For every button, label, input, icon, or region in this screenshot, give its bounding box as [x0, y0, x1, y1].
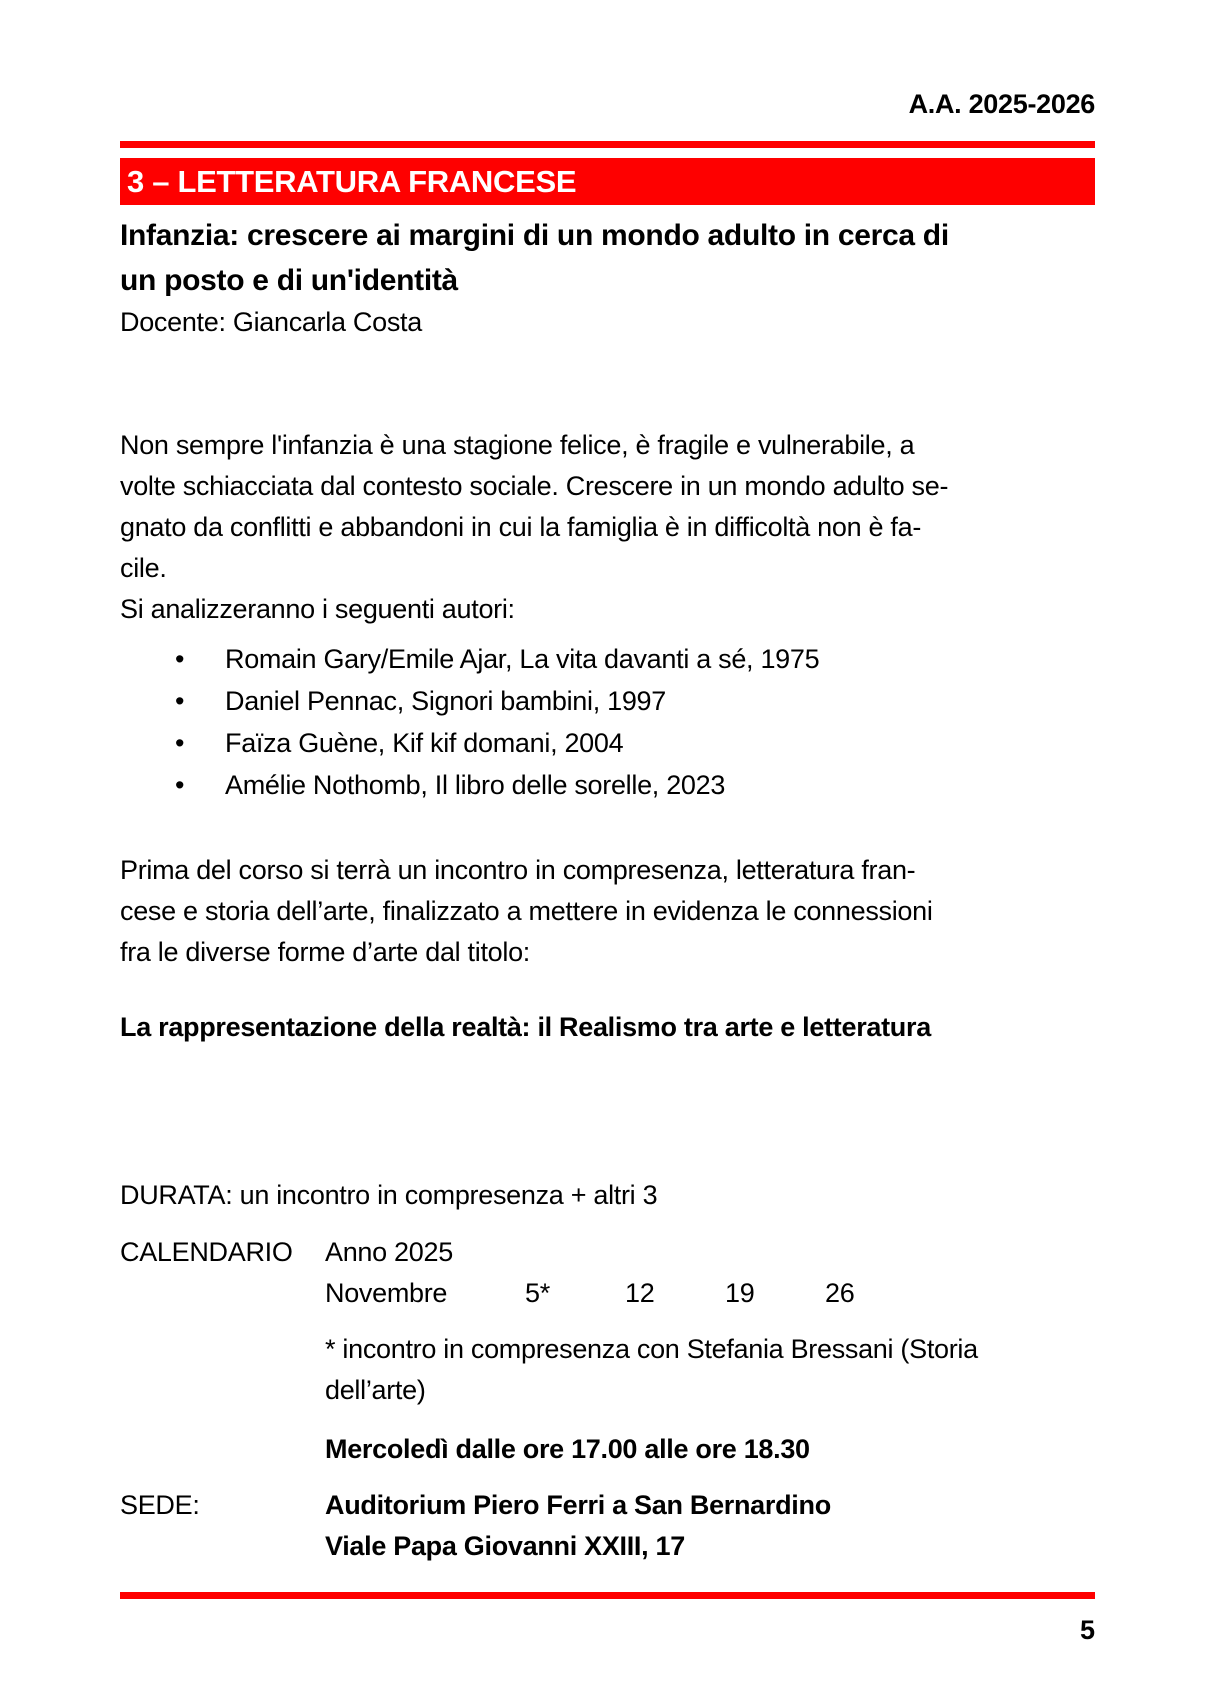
course-title-line: Infanzia: crescere ai margini di un mondo adulto in cerca di: [120, 219, 949, 252]
top-rule: [120, 141, 1095, 148]
authors-list: [120, 638, 1095, 806]
page-number: 5: [1079, 1615, 1095, 1645]
bottom-rule: [120, 1592, 1095, 1599]
time-value: Mercoledì dalle ore 17.00 alle ore 18.30: [325, 1434, 810, 1464]
durata-line: DURATA: un incontro in compresenza + altri 3: [120, 1180, 658, 1210]
empty-label: [120, 1429, 325, 1470]
calendario-year: Anno 2025: [325, 1237, 453, 1267]
course-title-line: un posto e di un'identità: [120, 264, 458, 297]
asterisk-note-row: [120, 1329, 1095, 1411]
note-line: * incontro in compresenza con Stefania Bressani (Storia: [325, 1334, 978, 1364]
calendario-row: [120, 1232, 1095, 1273]
section-banner-title: 3 – LETTERATURA FRANCESE: [127, 163, 577, 199]
note-line: dell’arte): [325, 1375, 426, 1405]
section-banner: [120, 158, 1095, 205]
author-entry: Amélie Nothomb, Il libro delle sorelle, 2023: [225, 770, 726, 800]
list-item: [120, 764, 1095, 806]
paragraph-line: Si analizzeranno i seguenti autori:: [120, 594, 515, 624]
bullet-icon: •: [175, 728, 185, 758]
paragraph-line: cile.: [120, 553, 167, 583]
academic-year: A.A. 2025-2026: [908, 89, 1095, 119]
month-label: Novembre: [325, 1278, 448, 1308]
asterisk-note: [325, 1329, 1095, 1411]
docente-line: Docente: Giancarla Costa: [120, 307, 422, 337]
bullet-icon: •: [175, 686, 185, 716]
sede-line: Viale Papa Giovanni XXIII, 17: [325, 1531, 685, 1561]
paragraph-line: gnato da conflitti e abbandoni in cui la famiglia è in difficoltà non è fa-: [120, 512, 922, 542]
bullet-icon: •: [175, 644, 185, 674]
date-value: 19: [725, 1278, 755, 1308]
time-row: [120, 1429, 1095, 1470]
list-item: [120, 638, 1095, 680]
intro-paragraph: [120, 425, 1095, 630]
paragraph-line: Non sempre l'infanzia è una stagione felice, è fragile e vulnerabile, a: [120, 430, 915, 460]
paragraph-line: volte schiacciata dal contesto sociale. Crescere in un mondo adulto se-: [120, 471, 949, 501]
date-value: 12: [625, 1278, 655, 1308]
date-value: 5*: [525, 1278, 550, 1308]
author-entry: Romain Gary/Emile Ajar, La vita davanti a sé, 1975: [225, 644, 820, 674]
sede-row: [120, 1485, 1095, 1567]
author-entry: Faïza Guène, Kif kif domani, 2004: [225, 728, 624, 758]
paragraph-line: Prima del corso si terrà un incontro in compresenza, letteratura fran-: [120, 855, 916, 885]
bullet-icon: •: [175, 770, 185, 800]
empty-label: [120, 1273, 325, 1314]
compresenza-paragraph: [120, 850, 1095, 973]
list-item: [120, 680, 1095, 722]
dates-row: [120, 1273, 1095, 1314]
list-item: [120, 722, 1095, 764]
calendario-label: CALENDARIO: [120, 1237, 293, 1267]
page-content: [120, 0, 1095, 1649]
paragraph-line: cese e storia dell’arte, finalizzato a mettere in evidenza le connessioni: [120, 896, 933, 926]
author-entry: Daniel Pennac, Signori bambini, 1997: [225, 686, 666, 716]
highlight-title: La rappresentazione della realtà: il Realismo tra arte e letteratura: [120, 1012, 931, 1042]
sede-value: [325, 1485, 1095, 1567]
empty-label: [120, 1329, 325, 1411]
paragraph-line: fra le diverse forme d’arte dal titolo:: [120, 937, 530, 967]
month-dates: [325, 1273, 1095, 1314]
sede-line: Auditorium Piero Ferri a San Bernardino: [325, 1490, 831, 1520]
course-title: [120, 213, 1095, 303]
sede-label: SEDE:: [120, 1490, 200, 1520]
date-value: 26: [825, 1278, 855, 1308]
